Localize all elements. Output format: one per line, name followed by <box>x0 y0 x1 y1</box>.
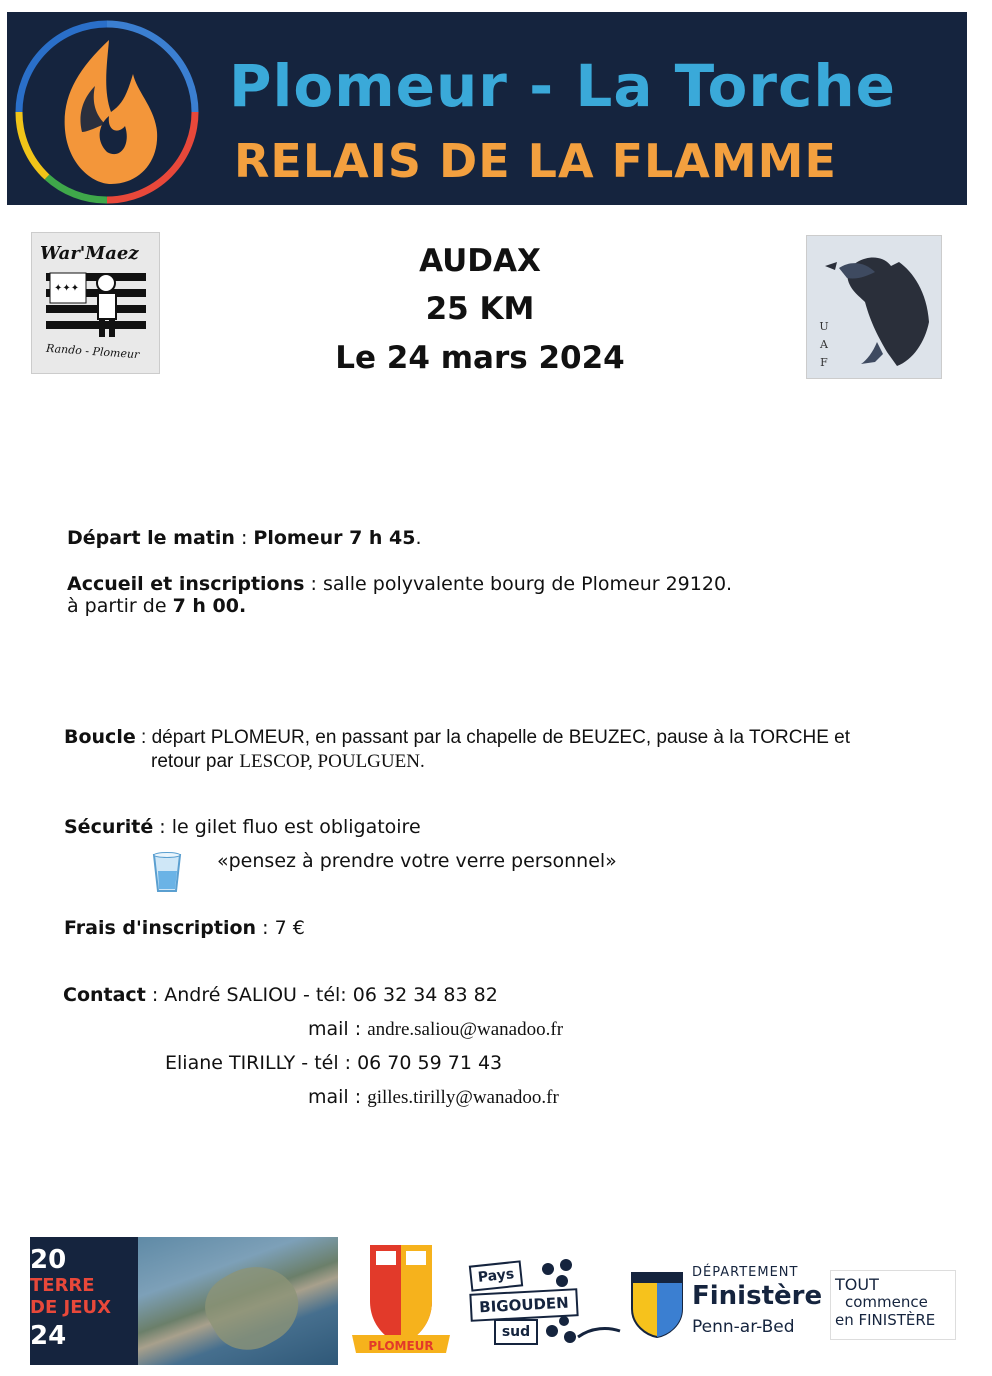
finistere-name: Finistère <box>692 1281 823 1311</box>
contact-person2-tel: 06 70 59 71 43 <box>357 1052 503 1074</box>
warmaez-logo-text: War'Maez <box>40 243 139 264</box>
frais-value: 7 € <box>274 917 305 939</box>
accueil-from-prefix: à partir de <box>67 595 167 617</box>
contact-person2-mail-label: mail : <box>308 1086 362 1108</box>
depart-value: Plomeur 7 h 45 <box>253 527 416 549</box>
contact-person1-name: André SALIOU <box>164 984 297 1006</box>
boucle-line1: départ PLOMEUR, en passant par la chapelle de BEUZEC, pause à la TORCHE et <box>151 727 851 748</box>
boucle-line2b: LESCOP, POULGUEN. <box>239 751 425 772</box>
uaf-letter-a: A <box>820 338 828 351</box>
sponsor-footer <box>30 1237 962 1365</box>
bigouden-word: BIGOUDEN <box>469 1288 578 1322</box>
verre-reminder: «pensez à prendre votre verre personnel» <box>217 850 617 872</box>
terre-de-jeux-20: 20 <box>30 1245 67 1275</box>
depart-label: Départ le matin <box>67 527 235 549</box>
breton-flag-hiker-icon <box>46 269 146 341</box>
accueil-from-time: 7 h 00. <box>172 595 247 617</box>
banner-title: Plomeur - La Torche <box>229 52 896 120</box>
contact-mail-line-2 <box>308 1086 559 1109</box>
terre-de-jeux-terre: TERRE <box>30 1275 95 1296</box>
svg-text:✦✦✦: ✦✦✦ <box>54 283 80 294</box>
warmaez-logo <box>31 232 160 374</box>
header-banner <box>7 12 967 205</box>
eagle-icon <box>817 242 937 372</box>
banner-subtitle: RELAIS DE LA FLAMME <box>234 134 837 188</box>
contact-line-2: Eliane TIRILLY - tél : 06 70 59 71 43 <box>165 1052 503 1074</box>
event-distance: 25 KM <box>425 291 535 327</box>
tout-line-2: commence <box>845 1293 928 1311</box>
frais-line: Frais d'inscription : 7 € <box>64 917 305 939</box>
contact-label: Contact <box>63 984 146 1006</box>
bigouden-pattern-icon <box>538 1257 622 1351</box>
pays-bigouden-sud-logo <box>466 1255 622 1351</box>
uaf-letter-f: F <box>820 356 828 369</box>
sud-word: sud <box>494 1319 538 1345</box>
boucle-line2a: retour par <box>151 751 234 772</box>
frais-label: Frais d'inscription <box>64 917 257 939</box>
uaf-eagle-logo <box>806 235 942 379</box>
contact-person1-mail-label: mail : <box>308 1018 362 1040</box>
contact-person1-tel: 06 32 34 83 82 <box>352 984 498 1006</box>
contact-person2-tel-label: tél : <box>314 1052 352 1074</box>
depart-line: Départ le matin : Plomeur 7 h 45. <box>67 527 422 549</box>
accueil-line: Accueil et inscriptions : salle polyvalente bourg de Plomeur 29120. <box>67 573 733 595</box>
boucle-label: Boucle <box>64 726 136 748</box>
plomeur-crest <box>348 1241 454 1363</box>
terre-de-jeux-logo <box>30 1237 138 1365</box>
boucle-line-2 <box>151 750 425 773</box>
securite-value: le gilet fluo est obligatoire <box>171 816 421 838</box>
contact-mail-line-1 <box>308 1018 563 1041</box>
contact-line-1: Contact : André SALIOU - tél: 06 32 34 83 82 <box>63 984 498 1006</box>
terre-de-jeux-de-jeux: DE JEUX <box>30 1297 111 1318</box>
tout-line-1: TOUT <box>835 1275 879 1294</box>
drinking-glass-icon <box>150 851 184 895</box>
finistere-logo <box>628 1265 823 1345</box>
contact-person2-mail-link[interactable]: gilles.tirilly@wanadoo.fr <box>367 1087 559 1108</box>
pays-word: Pays <box>469 1260 523 1291</box>
olympic-flame-icon <box>7 12 207 212</box>
accueil-time-line <box>67 595 246 617</box>
event-name: AUDAX <box>419 243 541 279</box>
finistere-shield-icon <box>628 1269 686 1339</box>
warmaez-logo-subtext: Rando - Plomeur <box>45 341 140 362</box>
securite-line: Sécurité : le gilet fluo est obligatoire <box>64 816 421 838</box>
tout-commence-logo <box>830 1270 956 1340</box>
accueil-label: Accueil et inscriptions <box>67 573 305 595</box>
contact-person2-name: Eliane TIRILLY <box>165 1052 296 1074</box>
finistere-top: DÉPARTEMENT <box>692 1265 799 1280</box>
coast-photo <box>138 1237 338 1365</box>
terre-de-jeux-24: 24 <box>30 1321 67 1351</box>
securite-label: Sécurité <box>64 816 154 838</box>
boucle-line: Boucle : départ PLOMEUR, en passant par la chapelle de BEUZEC, pause à la TORCHE et <box>64 726 851 748</box>
contact-person1-tel-label: tél: <box>315 984 347 1006</box>
contact-person1-mail-link[interactable]: andre.saliou@wanadoo.fr <box>367 1019 564 1040</box>
plomeur-label: PLOMEUR <box>368 1339 434 1353</box>
finistere-sub: Penn-ar-Bed <box>692 1317 795 1337</box>
event-date: Le 24 mars 2024 <box>335 340 625 376</box>
uaf-letter-u: U <box>819 320 829 333</box>
accueil-value: salle polyvalente bourg de Plomeur 29120. <box>322 573 733 595</box>
tout-line-3: en FINISTÈRE <box>835 1311 936 1329</box>
